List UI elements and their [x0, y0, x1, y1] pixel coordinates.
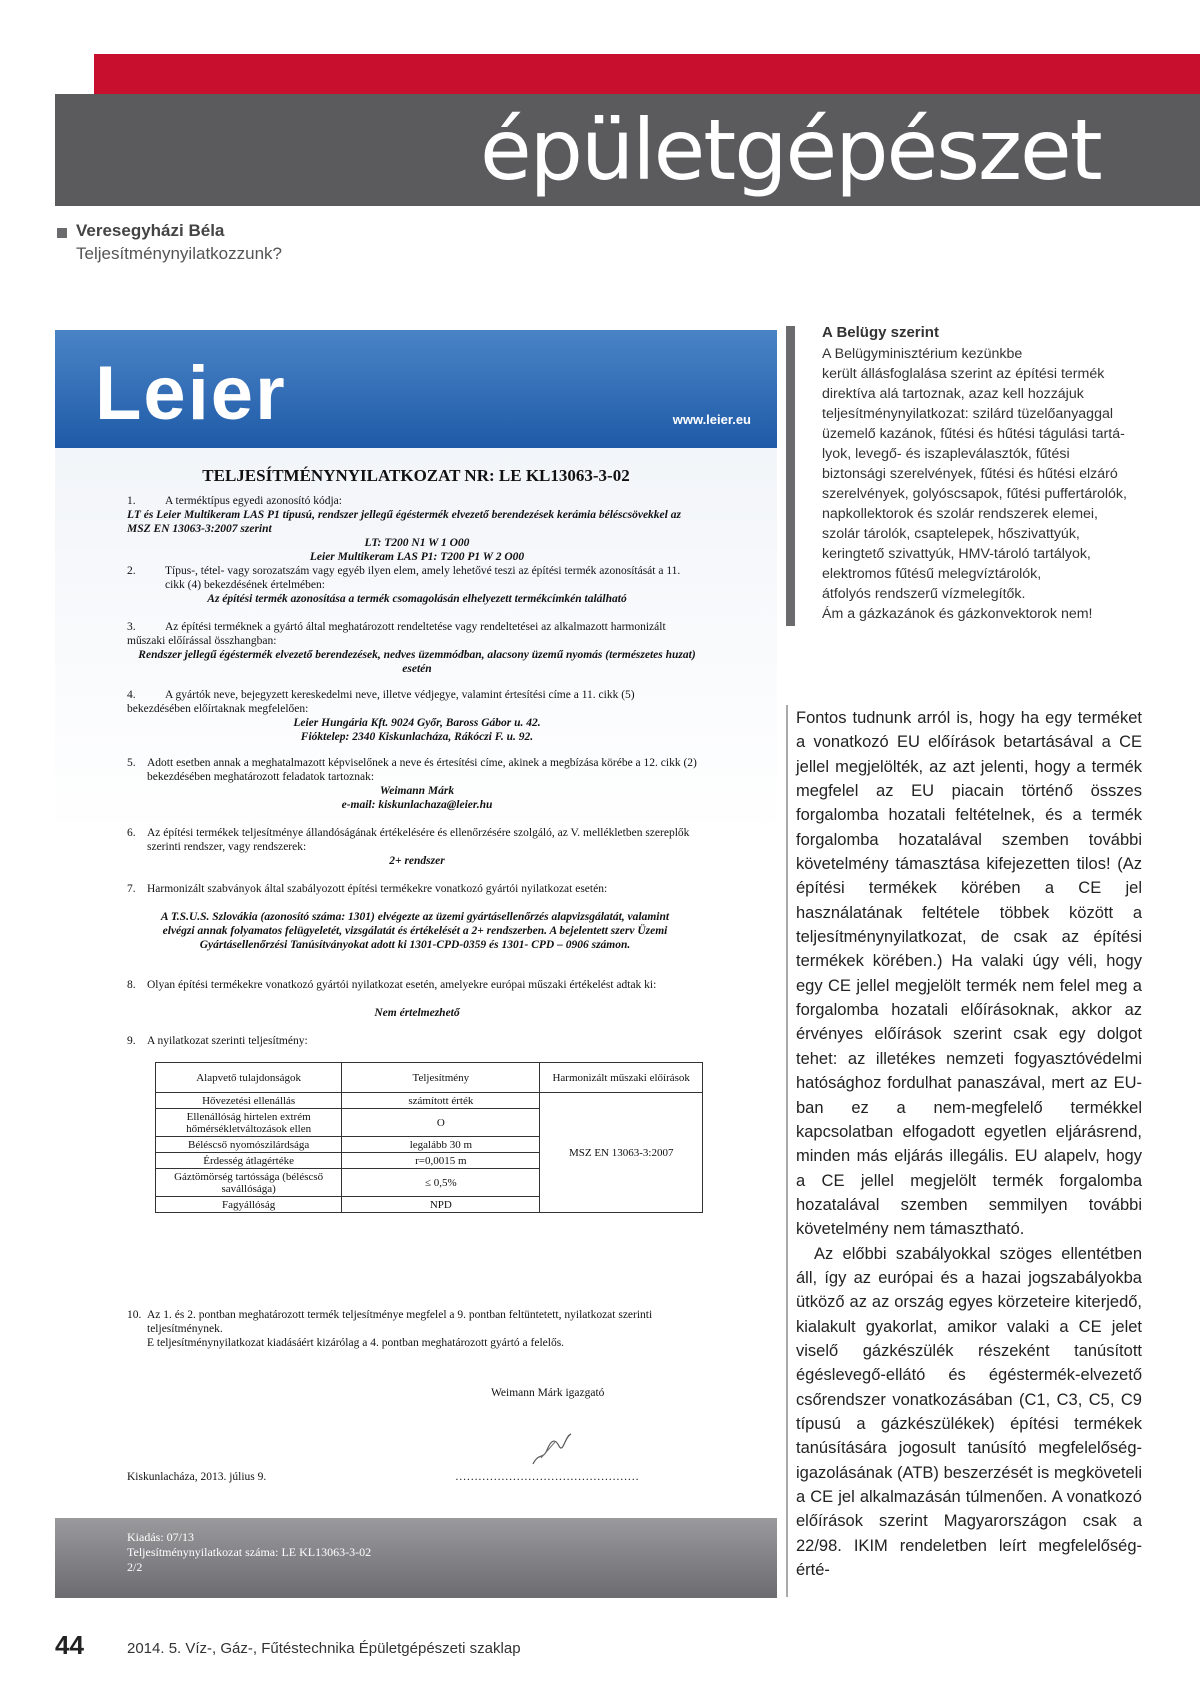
item-number: 6. [127, 827, 136, 839]
item-text: 2+ rendszer [389, 855, 445, 867]
sidebar-heading: A Belügy szerint [822, 324, 939, 341]
sidebar-accent-bar [786, 326, 795, 626]
footer-line: Kiadás: 07/13 [127, 1530, 194, 1544]
sidebar-line: átfolyós rendszerű vízmelegítők. [822, 586, 1026, 602]
signature-line: ………………………………………… [455, 1471, 639, 1483]
sidebar-line: teljesítménynyilatkozat: szilárd tüzelőanyaggal [822, 406, 1113, 422]
item-text: Az építési terméknek a gyártó által meghatározott rendeltetése vagy rendeltetései az alkalmazott harmonizált műszaki előírással összhangban: [127, 621, 666, 647]
item-text: A nyilatkozat szerinti teljesítmény: [147, 1035, 308, 1047]
table-cell: legalább 30 m [342, 1137, 540, 1153]
item-number: 4. [127, 689, 136, 701]
document-footer [127, 1530, 371, 1575]
footer-line: Teljesítménynyilatkozat száma: LE KL13063-3-02 [127, 1545, 372, 1559]
document-title: TELJESÍTMÉNYNYILATKOZAT NR: LE KL13063-3-02 [202, 466, 630, 485]
item-number: 2. [127, 565, 136, 577]
sidebar-line: üzemelő kazánok, fűtési és hűtési tágulási tartá- [822, 426, 1125, 442]
document-footer-band [55, 1518, 777, 1598]
document-url: www.leier.eu [672, 412, 751, 427]
declaration-document [55, 330, 777, 1598]
item-text: Nem értelmezhető [374, 1007, 460, 1019]
item-text: E teljesítménynyilatkozat kiadásáért kizárólag a 4. pontban meghatározott gyártó a felelős. [147, 1337, 565, 1349]
column-divider [786, 705, 788, 1597]
table-cell: Érdesség átlagértéke [156, 1153, 342, 1169]
item-text: Az építési termékek teljesítménye állandóságának értékelésére és ellenőrzésére szolgáló, az V. mellékletben szereplők szerinti rendszer, vagy rendszerek: [147, 827, 690, 853]
item-text: Típus-, tétel- vagy sorozatszám vagy egyéb ilyen elem, amely lehetővé teszi az építési termék azonosítását a 11. cikk (4) bekezdésének értelmében: [165, 565, 681, 591]
table-cell: NPD [342, 1197, 540, 1213]
item-number: 9. [127, 1035, 136, 1047]
signature-icon [525, 1430, 575, 1470]
item-text: Harmonizált szabványok által szabályozott építési termékekre vonatkozó gyártói nyilatkozat esetén: [147, 883, 608, 895]
item-text: Az építési termék azonosítása a termék csomagolásán elhelyezett termékcímkén található [207, 593, 627, 605]
table-cell: Fagyállóság [156, 1197, 342, 1213]
item-text: LT: T200 N1 W 1 O00 [364, 537, 470, 549]
item-text: A gyártók neve, bejegyzett kereskedelmi neve, illetve védjegye, valamint értesítési címe a 11. cikk (5) bekezdésében előírtaknak megfelelően: [127, 689, 635, 715]
item-text: Weimann Márk [379, 785, 455, 797]
header-red-bar [94, 54, 1200, 94]
signer-name: Weimann Márk igazgató [491, 1387, 605, 1399]
table-header: Alapvető tulajdonságok [156, 1063, 342, 1093]
section-title: épületgépészet [480, 101, 1101, 199]
sidebar-line: keringtető szivattyúk, HMV-tároló tartályok, [822, 546, 1091, 562]
footer-line: 2/2 [127, 1560, 143, 1574]
table-cell: Hővezetési ellenállás [156, 1093, 342, 1109]
table-cell: O [342, 1109, 540, 1137]
publication-info: 2014. 5. Víz-, Gáz-, Fűtéstechnika Épületgépészeti szaklap [127, 1640, 521, 1657]
table-cell: számított érték [342, 1093, 540, 1109]
item-text: A terméktípus egyedi azonosító kódja: [165, 495, 342, 507]
sidebar-line: került állásfoglalása szerint az építési termék [822, 366, 1105, 382]
item-number: 8. [127, 979, 136, 991]
leier-logo: Leier [95, 351, 287, 436]
table-header: Harmonizált műszaki előírások [540, 1063, 703, 1093]
sidebar-line: Ám a gázkazánok és gázkonvektorok nem! [822, 606, 1093, 622]
item-text: Fióktelep: 2340 Kiskunlacháza, Rákóczi F. u. 92. [300, 731, 534, 743]
table-header: Teljesítmény [342, 1063, 540, 1093]
place-date: Kiskunlacháza, 2013. július 9. [127, 1471, 267, 1483]
table-cell: Béléscső nyomószilárdsága [156, 1137, 342, 1153]
table-cell: Ellenállóság hirtelen extrém hőmérsékletváltozások ellen [156, 1109, 342, 1137]
item-number: 3. [127, 621, 136, 633]
performance-table [155, 1062, 703, 1213]
sidebar-line: A Belügyminisztérium kezünkbe [822, 346, 1023, 362]
table-cell: Gáztömörség tartóssága (béléscső savállósága) [156, 1169, 342, 1197]
item-text: e-mail: kiskunlachaza@leier.hu [341, 799, 493, 811]
sidebar-text [822, 344, 1167, 624]
table-cell: r=0,0015 m [342, 1153, 540, 1169]
sidebar-line: direktíva alá tartoznak, azaz kell hozzájuk [822, 386, 1084, 402]
article-body [796, 706, 1142, 1582]
item-text: A T.S.U.S. Szlovákia (azonosító száma: 1301) elvégezte az üzemi gyártásellenőrzés alapvizsgálatát, valamint elvégzi annak folyamatos felügyeletét, vizsgálatát és értékelését a 2+ rendszerben. A bejelentett szerv Üzemi Gyártásellenőrzési Tanúsítványokat adott ki 1301-CPD-0359 és 1301- CPD – 0906 számon. [160, 911, 670, 951]
author-name: Veresegyházi Béla [76, 221, 225, 240]
item-number: 1. [127, 495, 136, 507]
sidebar-line: elektromos fűtésű melegvíztárolók, [822, 566, 1042, 582]
item-text: Olyan építési termékekre vonatkozó gyártói nyilatkozat esetén, amelyekre európai műszaki értékelést adtak ki: [147, 979, 657, 991]
item-text: Az 1. és 2. pontban meghatározott termék teljesítménye megfelel a 9. pontban feltüntetett, nyilatkozat szerinti teljesítménynek. [147, 1309, 653, 1335]
item-text: Rendszer jellegű égéstermék elvezető berendezések, nedves üzemmódban, alacsony üzemű nyomás (természetes huzat) esetén [138, 649, 696, 675]
author-bullet-icon [57, 228, 67, 238]
item-number: 5. [127, 757, 136, 769]
item-number: 10. [127, 1309, 142, 1321]
article-paragraph: Az előbbi szabályokkal szöges ellentétben áll, így az európai és a hazai jogszabályokba ütköző az az ország egyes körzeteire kiterjedő, kialakult gyakorlat, amikor valaki a CE jelet viselő gázkészülék részeként tanúsított égéslevegő-ellátó és égéstermék-elvezető csőrendszer vonatkozásában (C1, C3, C5, C9 típusú a gázkészülékek) építési termékek tanúsítására jogosult tanúsító megfelelőség-igazolásának (ATB) beszerzését is megköveteli a CE jel alkalmazásán túlmenően. A vonatkozó előírások szerint Magyarországon csak a 22/98. IKIM rendeletben leírt megfelelőség-érté- [796, 1244, 1142, 1580]
sidebar-line: szerelvények, golyóscsapok, fűtési puffertárolók, [822, 486, 1127, 502]
item-text: Leier Hungária Kft. 9024 Győr, Baross Gábor u. 42. [293, 717, 541, 729]
sidebar-line: biztonsági szerelvények, fűtési és hűtési elzáró [822, 466, 1118, 482]
item-text: Adott esetben annak a meghatalmazott képviselőnek a neve és értesítési címe, akinek a megbízása körébe a 12. cikk (2) bekezdésében meghatározott feladatok tartoznak: [147, 757, 697, 783]
table-spec-cell: MSZ EN 13063-3:2007 [540, 1093, 703, 1213]
table-cell: ≤ 0,5% [342, 1169, 540, 1197]
table-row [156, 1093, 703, 1109]
sidebar-line: szolár tárolók, csaptelepek, hőszivattyúk, [822, 526, 1080, 542]
item-text: LT és Leier Multikeram LAS P1 típusú, rendszer jellegű égéstermék elvezető berendezések kerámia béléscsövekkel az MSZ EN 13063-3:2007 szerint [127, 509, 681, 535]
sidebar-line: napkollektorok és szolár rendszerek elemei, [822, 506, 1098, 522]
article-paragraph: Fontos tudnunk arról is, hogy ha egy terméket a vonatkozó EU előírások betartásával a CE jellel megjelölték, az azt jelenti, hogy a termék megfelel az EU piacain történő összes forgalomba hozatali feltételnek, és a termék forgalomba hozatalával szemben további követelmény támasztása kifejezetten tilos! (Az építési termékek körében a CE jel használatának feltétele többek között a teljesítménynyilatkozat, de csak az építési termékek körében.) Ha valaki úgy véli, hogy egy CE jellel megjelölt termék nem felel meg a forgalomba hozatali előírásoknak, akkor az érvényes előírások szerint csak egy dolgot tehet: az illetékes nemzeti fogyasztóvédelmi hatósághoz fordulhat panaszával, mert az EU-ban ez a nem-megfelelő termékkel kapcsolatban elfogadott egyetlen eljárásrend, minden más eljárás illegális. EU alapelv, hogy a CE jellel megjelölt termék forgalomba hozatalával szemben semmilyen további követelmény nem támasztható. [796, 709, 1142, 1239]
page-number: 44 [55, 1630, 84, 1660]
article-subtitle: Teljesítménynyilatkozzunk? [76, 244, 282, 263]
item-text: Leier Multikeram LAS P1: T200 P1 W 2 O00 [309, 551, 525, 563]
sidebar-line: lyok, levegő- és iszapleválasztók, fűtési [822, 446, 1070, 462]
item-number: 7. [127, 883, 136, 895]
